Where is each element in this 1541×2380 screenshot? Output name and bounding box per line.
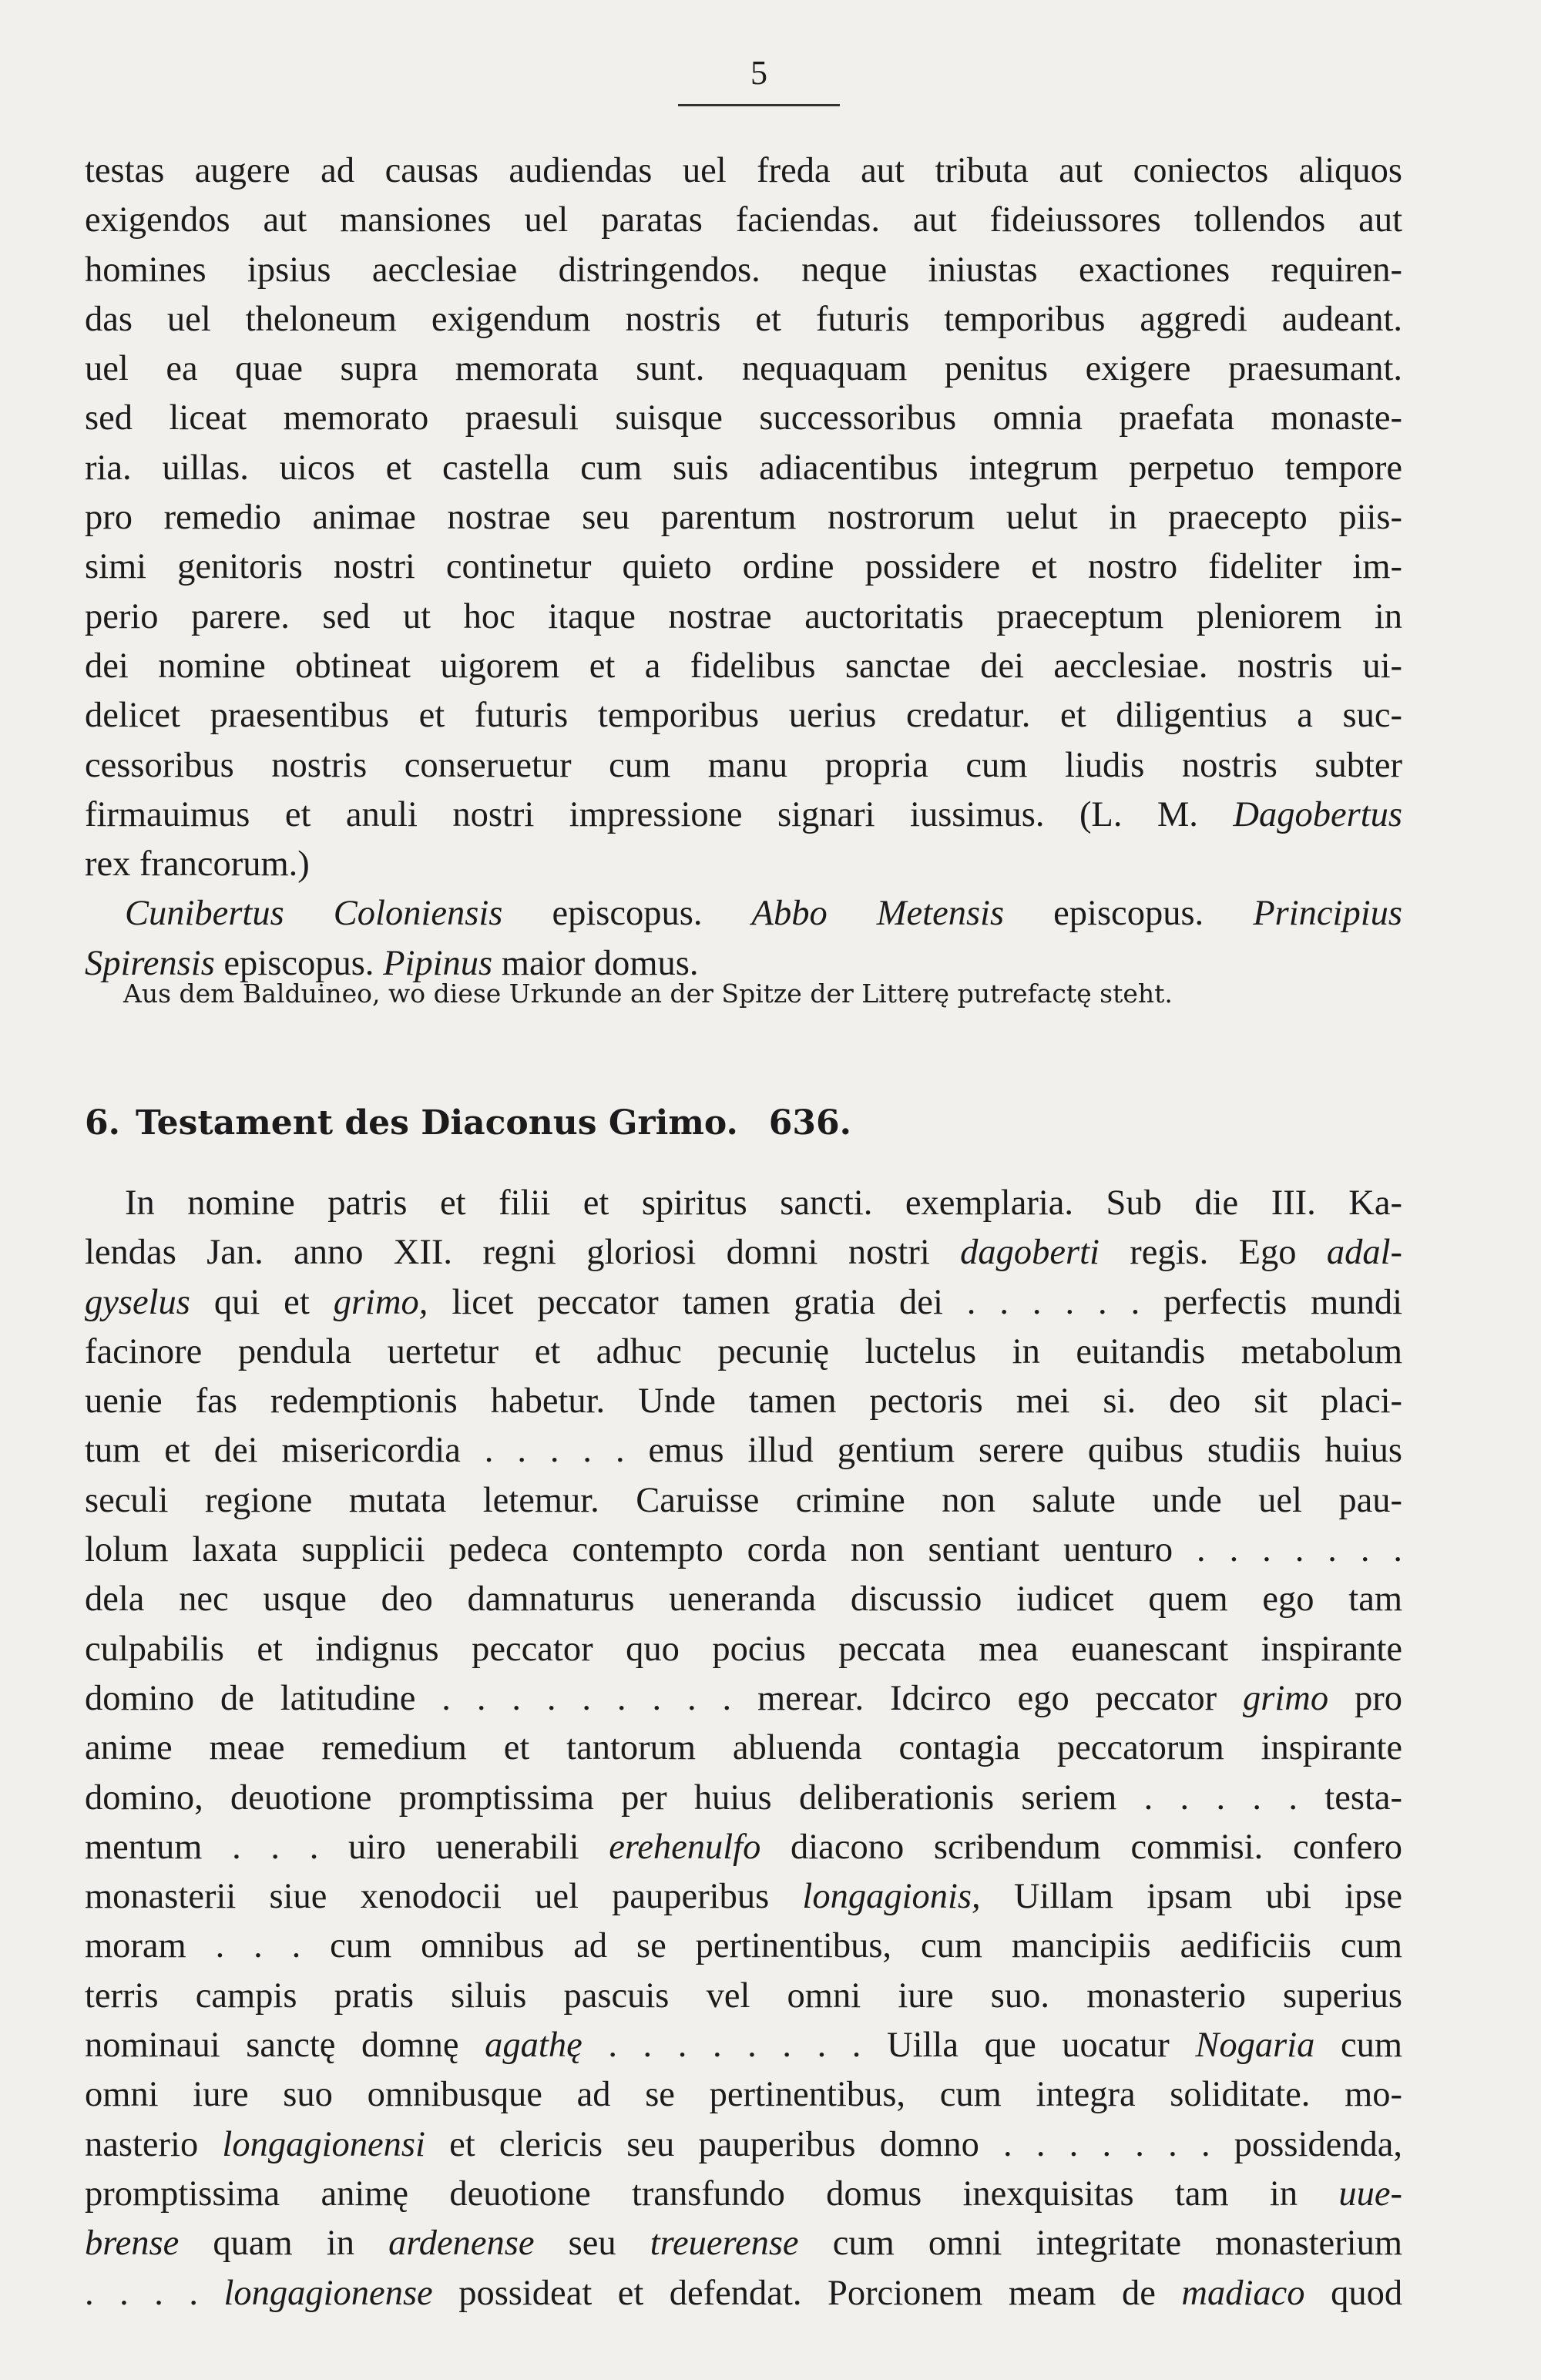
italic-name: longagionis, xyxy=(802,1877,981,1917)
text-segment: possideat et defendat. Porcionem meam de xyxy=(458,2273,1156,2313)
text-line: pro remedio animae nostrae seu parentum nostrorum uelut in praecepto piis- xyxy=(85,498,1402,538)
text-line xyxy=(85,2120,1402,2170)
text-line: simi genitoris nostri continetur quieto ordine possidere et nostro fideliter im- xyxy=(85,547,1402,587)
text-segment: mentum . . . uiro uenerabili xyxy=(85,1827,579,1867)
signatory-name: Principius xyxy=(1253,894,1402,934)
text-segment: monasterii siue xenodocii uel pauperibus xyxy=(85,1877,770,1917)
text-segment: . . . . . . . . Uilla que uocatur xyxy=(608,2026,1170,2066)
text-line: In nomine patris et filii et spiritus sancti. exemplaria. Sub die III. Ka- xyxy=(125,1183,1402,1223)
page-number: 5 xyxy=(750,54,767,92)
text-line: moram . . . cum omnibus ad se pertinentibus, cum mancipiis aedificiis cum xyxy=(85,1926,1402,1966)
signatory-role: episcopus. xyxy=(552,894,703,934)
italic-name: agathę xyxy=(485,2026,582,2066)
text-line: homines ipsius aecclesiae distringendos. neque iniustas exactiones requiren- xyxy=(85,250,1402,290)
text-line: culpabilis et indignus peccator quo pocius peccata mea euanescant inspirante xyxy=(85,1629,1402,1669)
text-line: uel ea quae supra memorata sunt. nequaquam penitus exigere praesumant. xyxy=(85,349,1402,389)
text-line: uenie fas redemptionis habetur. Unde tamen pectoris mei si. deo sit placi- xyxy=(85,1381,1402,1422)
text-segment: pro xyxy=(1355,1678,1402,1718)
text-line xyxy=(85,1823,1402,1872)
text-segment: regis. Ego xyxy=(1130,1233,1297,1273)
text-line: dela nec usque deo damnaturus ueneranda discussio iudicet quem ego tam xyxy=(85,1579,1402,1620)
signatory-name: Spirensis xyxy=(85,943,215,983)
text-line: testas augere ad causas audiendas uel freda aut tributa aut coniectos aliquos xyxy=(85,151,1402,190)
text-line xyxy=(85,2269,1402,2318)
signatory-role: episcopus. xyxy=(223,943,374,983)
text-line: ria. uillas. uicos et castella cum suis adiacentibus integrum perpetuo tempore xyxy=(85,448,1402,488)
italic-name: Dagobertus xyxy=(1233,794,1402,834)
text-line xyxy=(85,1228,1402,1277)
text-line xyxy=(85,1674,1402,1724)
italic-name: grimo xyxy=(1243,1678,1329,1718)
text-line: exigendos aut mansiones uel paratas faciendas. aut fideiussores tollendos aut xyxy=(85,200,1402,240)
text-line: seculi regione mutata letemur. Caruisse crimine non salute unde uel pau- xyxy=(85,1480,1402,1520)
signatory-name: Abbo Metensis xyxy=(751,894,1005,934)
signature-line xyxy=(85,889,1402,938)
section-year: 636. xyxy=(768,1103,851,1143)
italic-name: longagionense xyxy=(223,2273,433,2313)
text-line: omni iure suo omnibusque ad se pertinentibus, cum integra soliditate. mo- xyxy=(85,2075,1402,2115)
italic-name: uue- xyxy=(1338,2174,1402,2214)
source-note xyxy=(123,975,1402,1013)
page-number-rule xyxy=(678,104,840,106)
signatory-role: maior domus. xyxy=(501,943,699,983)
italic-name: grimo, xyxy=(333,1282,428,1322)
text-line: facinore pendula uertetur et adhuc pecunię luctelus in euitandis metabolum xyxy=(85,1331,1402,1371)
text-segment: domino de latitudine . . . . . . . . . merear. Idcirco ego peccator xyxy=(85,1678,1217,1718)
text-segment: seu xyxy=(568,2224,616,2264)
text-segment: nasterio xyxy=(85,2124,199,2164)
text-line xyxy=(85,1872,1402,1922)
note-source: Balduineo, xyxy=(242,979,381,1009)
text-line: terris campis pratis siluis pascuis vel omni iure suo. monasterio superius xyxy=(85,1976,1402,2016)
italic-name: madiaco xyxy=(1181,2273,1305,2313)
italic-name: adal- xyxy=(1326,1233,1402,1273)
text-line: cessoribus nostris conseruetur cum manu propria cum liudis nostris subter xyxy=(85,745,1402,785)
italic-name: treuerense xyxy=(650,2224,799,2264)
signatory-name: Cunibertus Coloniensis xyxy=(125,894,503,934)
text-line: anime meae remedium et tantorum abluenda contagia peccatorum inspirante xyxy=(85,1728,1402,1768)
text-segment: Uillam ipsam ubi ipse xyxy=(1013,1877,1402,1917)
text-line: dei nomine obtineat uigorem et a fidelibus sanctae dei aecclesiae. nostris ui- xyxy=(85,646,1402,686)
italic-name: brense xyxy=(85,2224,180,2264)
text-segment: lendas Jan. anno XII. regni gloriosi domni nostri xyxy=(85,1233,930,1273)
note-text: Litterę putrefactę steht. xyxy=(861,979,1173,1009)
section-number: 6. xyxy=(85,1103,120,1143)
note-text: wo diese Urkunde an der Spitze der xyxy=(388,979,854,1009)
italic-name: longagionensi xyxy=(222,2124,425,2164)
text-segment: quam in xyxy=(213,2224,354,2264)
charter-text-continuation xyxy=(85,146,1402,989)
section-title: Testament des Diaconus Grimo. xyxy=(135,1103,738,1143)
text-line: das uel theloneum exigendum nostris et futuris temporibus aggredi audeant. xyxy=(85,299,1402,339)
italic-name: Nogaria xyxy=(1195,2026,1315,2066)
text-segment: cum omni integritate monasterium xyxy=(832,2224,1402,2264)
text-line xyxy=(85,2219,1402,2268)
text-line xyxy=(85,791,1402,840)
italic-name: erehenulfo xyxy=(609,1827,761,1867)
text-line: domino, deuotione promptissima per huius deliberationis seriem . . . . . testa- xyxy=(85,1777,1402,1818)
text-segment: qui et xyxy=(213,1282,310,1322)
text-segment: nominaui sanctę domnę xyxy=(85,2026,459,2066)
italic-name: gyselus xyxy=(85,1282,190,1322)
text-line: rex francorum.) xyxy=(85,844,310,885)
note-text: Aus dem xyxy=(123,979,235,1009)
text-line: sed liceat memorato praesuli suisque successoribus omnia praefata monaste- xyxy=(85,398,1402,438)
text-line xyxy=(85,2021,1402,2070)
text-line: perio parere. sed ut hoc itaque nostrae auctoritatis praeceptum pleniorem in xyxy=(85,596,1402,636)
text-segment: diacono scribendum commisi. confero xyxy=(791,1827,1402,1867)
text-segment: cum xyxy=(1340,2026,1402,2066)
signatory-role: episcopus. xyxy=(1053,894,1204,934)
text-segment: quod xyxy=(1331,2273,1402,2313)
text-segment: firmauimus et anuli nostri impressione signari iussimus. (L. M. xyxy=(85,794,1198,834)
text-segment: licet peccator tamen gratia dei . . . . . . perfectis mundi xyxy=(452,1282,1402,1322)
signatory-name: Pipinus xyxy=(383,943,493,983)
text-segment: promptissima animę deuotione transfundo domus inexquisitas tam in xyxy=(85,2174,1298,2214)
text-segment: . . . . xyxy=(85,2273,198,2313)
section-heading xyxy=(85,1100,1241,1146)
text-line: lolum laxata supplicii pedeca contempto corda non sentiant uenturo . . . . . . . xyxy=(85,1530,1402,1570)
text-line: tum et dei misericordia . . . . . emus illud gentium serere quibus studiis huius xyxy=(85,1431,1402,1471)
text-segment: et clericis seu pauperibus domno . . . . . . . possidenda, xyxy=(449,2124,1402,2164)
testament-text xyxy=(85,1179,1402,2318)
italic-name: ardenense xyxy=(388,2224,535,2264)
text-line: delicet praesentibus et futuris temporibus uerius credatur. et diligentius a suc- xyxy=(85,696,1402,736)
text-line xyxy=(85,2170,1402,2219)
text-line xyxy=(85,1278,1402,1328)
italic-name: dagoberti xyxy=(960,1233,1100,1273)
